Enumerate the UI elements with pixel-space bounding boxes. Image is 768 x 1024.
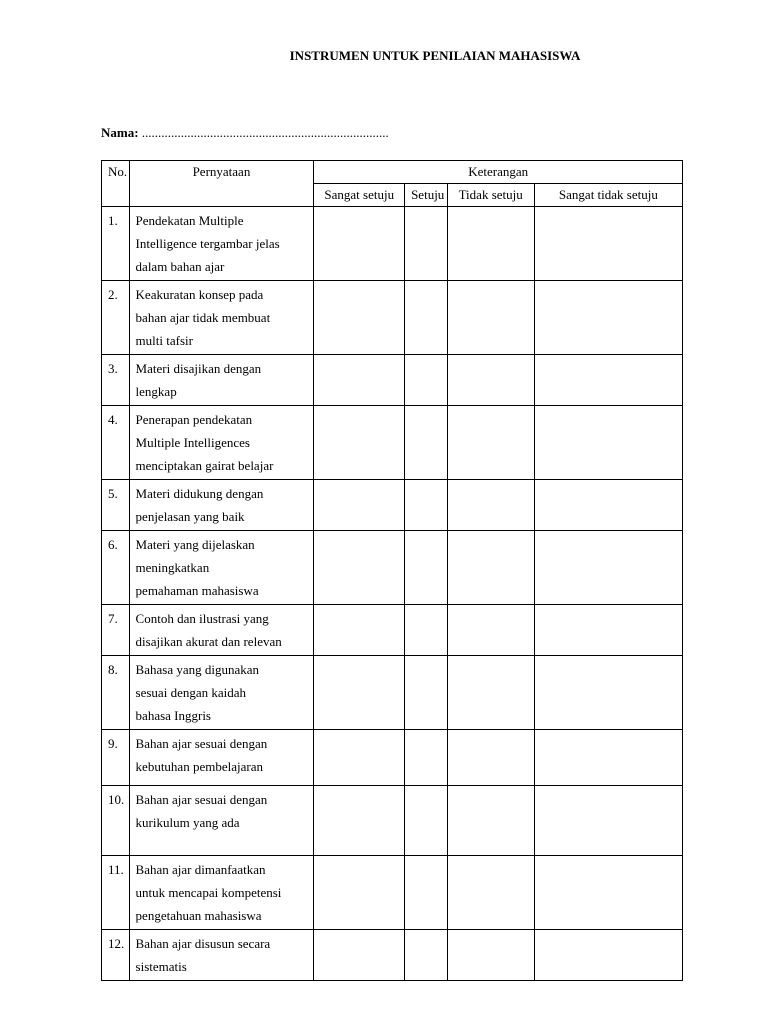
- assessment-table: [101, 160, 683, 981]
- header-strongly-agree: Sangat setuju: [314, 184, 405, 207]
- document-title: INSTRUMEN UNTUK PENILAIAN MAHASISWA: [289, 48, 581, 63]
- rating-cell-strongly-disagree[interactable]: [534, 856, 682, 930]
- rating-cell-disagree[interactable]: [447, 605, 534, 656]
- rating-cell-strongly-agree[interactable]: [314, 730, 405, 786]
- header-strongly-disagree: Sangat tidak setuju: [534, 184, 682, 207]
- rating-cell-strongly-agree[interactable]: [314, 480, 405, 531]
- row-number: 10.: [102, 786, 130, 856]
- rating-cell-agree[interactable]: [405, 406, 447, 480]
- row-number: 7.: [102, 605, 130, 656]
- row-statement: Bahan ajar disusun secara sistematis: [129, 930, 314, 981]
- table-row: [102, 480, 683, 531]
- rating-cell-agree[interactable]: [405, 656, 447, 730]
- rating-cell-disagree[interactable]: [447, 786, 534, 856]
- row-statement: Bahasa yang digunakan sesuai dengan kaidah bahasa Inggris: [129, 656, 314, 730]
- rating-cell-agree[interactable]: [405, 856, 447, 930]
- rating-cell-agree[interactable]: [405, 531, 447, 605]
- row-number: 2.: [102, 281, 130, 355]
- table-row: [102, 605, 683, 656]
- table-row: [102, 930, 683, 981]
- table-row: [102, 406, 683, 480]
- rating-cell-disagree[interactable]: [447, 480, 534, 531]
- table-row: [102, 856, 683, 930]
- rating-cell-strongly-agree[interactable]: [314, 656, 405, 730]
- rating-cell-agree[interactable]: [405, 281, 447, 355]
- table-row: [102, 355, 683, 406]
- rating-cell-disagree[interactable]: [447, 207, 534, 281]
- row-statement: Penerapan pendekatan Multiple Intelligences menciptakan gairat belajar: [129, 406, 314, 480]
- header-statement: Pernyataan: [129, 161, 314, 207]
- row-statement: Keakuratan konsep pada bahan ajar tidak membuat multi tafsir: [129, 281, 314, 355]
- row-statement: Bahan ajar dimanfaatkan untuk mencapai kompetensi pengetahuan mahasiswa: [129, 856, 314, 930]
- row-statement: Materi yang dijelaskan meningkatkan pemahaman mahasiswa: [129, 531, 314, 605]
- rating-cell-strongly-agree[interactable]: [314, 930, 405, 981]
- name-dotted-line: ............................................................................: [141, 125, 389, 140]
- rating-cell-disagree[interactable]: [447, 856, 534, 930]
- rating-cell-strongly-agree[interactable]: [314, 406, 405, 480]
- rating-cell-strongly-agree[interactable]: [314, 281, 405, 355]
- table-row: [102, 531, 683, 605]
- name-field: [101, 125, 389, 141]
- rating-cell-strongly-disagree[interactable]: [534, 406, 682, 480]
- row-statement: Materi didukung dengan penjelasan yang baik: [129, 480, 314, 531]
- table-row: [102, 207, 683, 281]
- header-remarks: Keterangan: [314, 161, 683, 184]
- header-no: No.: [102, 161, 130, 207]
- rating-cell-strongly-agree[interactable]: [314, 531, 405, 605]
- row-number: 12.: [102, 930, 130, 981]
- rating-cell-disagree[interactable]: [447, 281, 534, 355]
- row-number: 9.: [102, 730, 130, 786]
- row-statement: Bahan ajar sesuai dengan kebutuhan pembelajaran: [129, 730, 314, 786]
- rating-cell-strongly-disagree[interactable]: [534, 786, 682, 856]
- row-statement: Contoh dan ilustrasi yang disajikan akurat dan relevan: [129, 605, 314, 656]
- header-agree: Setuju: [405, 184, 447, 207]
- rating-cell-agree[interactable]: [405, 786, 447, 856]
- row-number: 8.: [102, 656, 130, 730]
- row-number: 5.: [102, 480, 130, 531]
- rating-cell-strongly-agree[interactable]: [314, 856, 405, 930]
- rating-cell-strongly-disagree[interactable]: [534, 355, 682, 406]
- row-number: 6.: [102, 531, 130, 605]
- rating-cell-strongly-disagree[interactable]: [534, 480, 682, 531]
- rating-cell-disagree[interactable]: [447, 531, 534, 605]
- header-disagree: Tidak setuju: [447, 184, 534, 207]
- rating-cell-disagree[interactable]: [447, 355, 534, 406]
- rating-cell-agree[interactable]: [405, 207, 447, 281]
- rating-cell-disagree[interactable]: [447, 730, 534, 786]
- rating-cell-strongly-disagree[interactable]: [534, 207, 682, 281]
- row-number: 11.: [102, 856, 130, 930]
- rating-cell-strongly-disagree[interactable]: [534, 281, 682, 355]
- table-row: [102, 730, 683, 786]
- row-statement: Materi disajikan dengan lengkap: [129, 355, 314, 406]
- rating-cell-strongly-agree[interactable]: [314, 786, 405, 856]
- row-number: 1.: [102, 207, 130, 281]
- row-statement: Pendekatan Multiple Intelligence tergambar jelas dalam bahan ajar: [129, 207, 314, 281]
- rating-cell-strongly-disagree[interactable]: [534, 531, 682, 605]
- rating-cell-agree[interactable]: [405, 605, 447, 656]
- rating-cell-agree[interactable]: [405, 930, 447, 981]
- table-row: [102, 281, 683, 355]
- rating-cell-strongly-disagree[interactable]: [534, 656, 682, 730]
- row-number: 4.: [102, 406, 130, 480]
- rating-cell-strongly-agree[interactable]: [314, 355, 405, 406]
- row-statement: Bahan ajar sesuai dengan kurikulum yang ada: [129, 786, 314, 856]
- rating-cell-disagree[interactable]: [447, 406, 534, 480]
- rating-cell-strongly-disagree[interactable]: [534, 730, 682, 786]
- name-label: Nama:: [101, 125, 139, 140]
- rating-cell-strongly-agree[interactable]: [314, 207, 405, 281]
- table-row: [102, 786, 683, 856]
- rating-cell-strongly-disagree[interactable]: [534, 930, 682, 981]
- rating-cell-agree[interactable]: [405, 480, 447, 531]
- rating-cell-strongly-disagree[interactable]: [534, 605, 682, 656]
- row-number: 3.: [102, 355, 130, 406]
- rating-cell-strongly-agree[interactable]: [314, 605, 405, 656]
- rating-cell-agree[interactable]: [405, 730, 447, 786]
- rating-cell-disagree[interactable]: [447, 930, 534, 981]
- table-row: [102, 656, 683, 730]
- rating-cell-agree[interactable]: [405, 355, 447, 406]
- rating-cell-disagree[interactable]: [447, 656, 534, 730]
